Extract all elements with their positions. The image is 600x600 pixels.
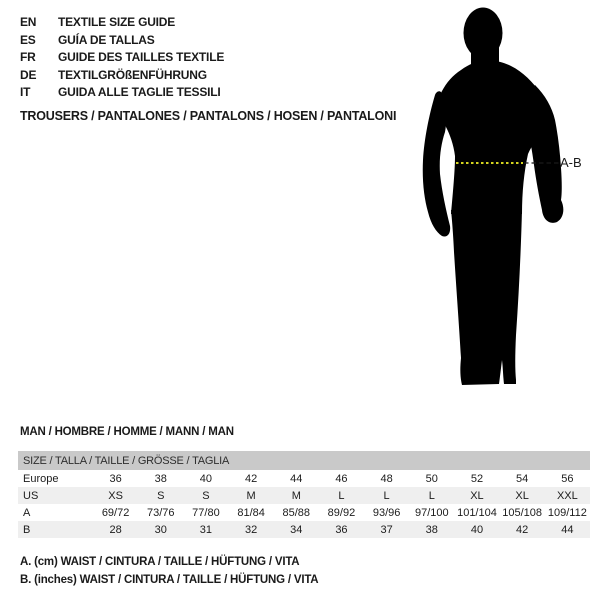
size-table-cell: S — [157, 489, 165, 502]
language-row — [20, 84, 224, 102]
size-table-cell: S — [202, 489, 210, 502]
language-code: FR — [20, 50, 36, 65]
size-table-cell: 42 — [516, 523, 529, 536]
language-label: TEXTILE SIZE GUIDE — [58, 15, 176, 29]
section-title-man: MAN / HOMBRE / HOMME / MANN / MAN — [20, 426, 234, 438]
size-table-cell: 73/76 — [146, 506, 175, 519]
language-label: GUIDA ALLE TAGLIE TESSILI — [58, 85, 221, 100]
language-label: TEXTILGRÖßENFÜHRUNG — [58, 67, 207, 82]
size-table-cell: 40 — [199, 472, 213, 485]
size-table-cell: L — [338, 489, 345, 502]
size-table-cell: XL — [515, 489, 529, 502]
garment-category-title: TROUSERS / PANTALONES / PANTALONS / HOSEN / PANTALONI — [20, 109, 397, 123]
size-table-row-label: B — [23, 523, 31, 536]
language-row — [20, 14, 224, 32]
size-table-cell: 37 — [380, 523, 393, 536]
size-table-cell: 44 — [561, 523, 574, 536]
language-code: EN — [20, 15, 37, 29]
measure-label-ab: A-B — [560, 155, 582, 170]
size-table-row-us — [18, 487, 590, 504]
size-table-cell: 36 — [335, 523, 348, 536]
footnote-b: B. (inches) WAIST / CINTURA / TAILLE / HÜFTUNG / VITA — [20, 573, 319, 586]
size-table — [18, 451, 590, 538]
size-table-cell: 89/92 — [327, 506, 356, 519]
size-table-row-europe — [18, 470, 590, 487]
man-silhouette-icon — [415, 0, 600, 395]
size-table-cell: 81/84 — [237, 506, 265, 519]
size-table-cell: L — [428, 489, 435, 502]
size-table-cell: L — [383, 489, 390, 502]
language-code: DE — [20, 67, 37, 82]
man-silhouette-figure — [415, 0, 600, 395]
size-table-cell: 30 — [154, 523, 167, 536]
size-table-cell: 28 — [109, 523, 122, 536]
size-table-cell: 38 — [425, 523, 438, 536]
size-table-cell: 38 — [154, 472, 167, 485]
size-table-cell: 105/108 — [502, 506, 543, 519]
size-table-cell: 97/100 — [414, 506, 449, 519]
language-label: GUÍA DE TALLAS — [58, 32, 155, 47]
size-table-cell: M — [246, 489, 256, 502]
size-table-header-row — [18, 451, 590, 470]
size-table-row-label: Europe — [23, 472, 59, 485]
size-table-cell: 46 — [335, 472, 348, 485]
size-table-row-label: US — [23, 489, 39, 502]
language-code: IT — [20, 85, 31, 100]
size-table-cell: 85/88 — [282, 506, 311, 519]
size-table-cell: 56 — [561, 472, 574, 485]
size-table-cell: XS — [108, 489, 123, 502]
language-code: ES — [20, 32, 36, 47]
size-table-row-label: A — [23, 506, 31, 519]
size-table-cell: 36 — [109, 472, 122, 485]
language-row — [20, 32, 224, 50]
size-table-cell: 93/96 — [372, 506, 401, 519]
size-table-cell: 34 — [290, 523, 303, 536]
size-table-cell: 101/104 — [457, 506, 497, 519]
footnotes — [20, 554, 318, 589]
size-table-cell: 50 — [425, 472, 438, 485]
size-table-row-a — [18, 504, 590, 521]
language-row — [20, 49, 224, 67]
size-table-cell: 48 — [380, 472, 393, 485]
size-table-cell: 77/80 — [192, 506, 220, 519]
size-table-cell: 54 — [516, 472, 529, 485]
size-table-cell: 40 — [470, 523, 484, 536]
size-table-cell: 69/72 — [101, 506, 130, 519]
size-table-row-b — [18, 521, 590, 538]
size-table-cell: M — [291, 489, 301, 502]
language-label: GUIDE DES TAILLES TEXTILE — [58, 50, 225, 65]
language-list — [20, 14, 224, 102]
size-table-cell: 52 — [470, 472, 484, 485]
size-table-header: SIZE / TALLA / TAILLE / GRÖSSE / TAGLIA — [18, 451, 590, 470]
size-table-cell: 31 — [199, 523, 213, 536]
footnote-a: A. (cm) WAIST / CINTURA / TAILLE / HÜFTUNG / VITA — [20, 556, 300, 568]
size-table-cell: 109/112 — [547, 506, 587, 519]
size-table-cell: XL — [470, 489, 484, 502]
size-table-cell: 32 — [244, 523, 258, 536]
language-row — [20, 67, 224, 85]
size-table-cell: 42 — [244, 472, 258, 485]
size-table-cell: 44 — [290, 472, 303, 485]
size-table-cell: XXL — [556, 489, 578, 502]
